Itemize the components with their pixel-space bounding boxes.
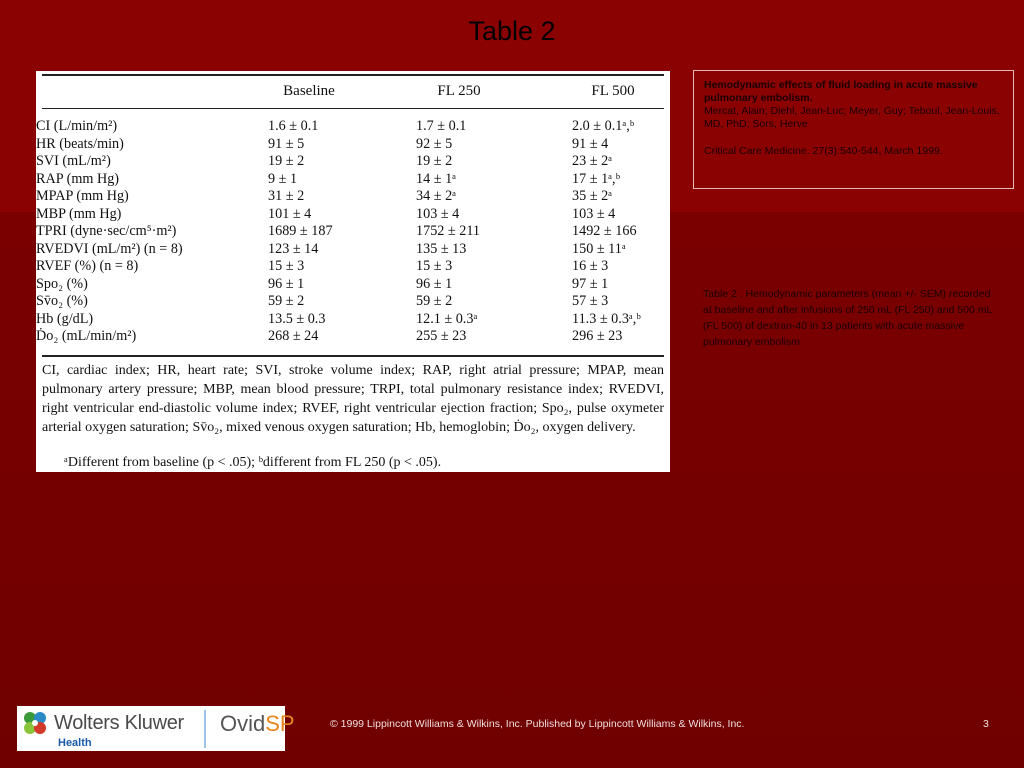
slide-title: Table 2 xyxy=(468,16,556,46)
row-label: Hb (g/dL) xyxy=(36,310,94,327)
table-figure xyxy=(36,71,670,472)
cell-fl500: 16 ± 3 xyxy=(572,258,609,274)
row-label: HR (beats/min) xyxy=(36,135,124,152)
article-authors: Mercat, Alain; Diehl, Jean-Luc; Meyer, Guy; Teboul, Jean-Louis, MD, PhD; Sors, Herve xyxy=(704,105,1000,130)
page-number: 3 xyxy=(983,718,989,730)
logo-divider xyxy=(204,710,206,748)
table-row xyxy=(36,293,670,310)
row-label: RVEF (%) (n = 8) xyxy=(36,258,139,274)
table-row xyxy=(36,118,670,135)
cell-fl250: 135 ± 13 xyxy=(416,240,467,257)
publisher-logo xyxy=(17,706,295,751)
row-label: Sv̄o₂ (%) xyxy=(36,293,88,309)
row-label: SVI (mL/m²) xyxy=(36,153,111,169)
table-row xyxy=(36,171,670,188)
table-header xyxy=(42,83,664,103)
cell-fl250: 14 ± 1ᵃ xyxy=(416,170,457,187)
cell-fl500: 1492 ± 166 xyxy=(572,223,637,239)
table-row xyxy=(36,188,670,205)
wolters-kluwer-logo-icon xyxy=(21,709,49,737)
cell-baseline: 9 ± 1 xyxy=(268,170,298,187)
cell-baseline: 13.5 ± 0.3 xyxy=(268,310,326,327)
cell-fl500: 91 ± 4 xyxy=(572,135,609,152)
cell-baseline: 59 ± 2 xyxy=(268,293,305,309)
product-name-suffix: SP xyxy=(265,711,295,736)
row-label: RVEDVI (mL/m²) (n = 8) xyxy=(36,240,183,257)
cell-fl500: 103 ± 4 xyxy=(572,205,616,222)
cell-baseline: 101 ± 4 xyxy=(268,205,312,222)
cell-baseline: 96 ± 1 xyxy=(268,275,305,292)
product-name xyxy=(220,711,295,737)
cell-fl250: 34 ± 2ᵃ xyxy=(416,188,457,204)
brand-name: Wolters Kluwer xyxy=(54,712,184,734)
cell-fl500: 296 ± 23 xyxy=(572,328,623,344)
cell-baseline: 31 ± 2 xyxy=(268,188,305,204)
cell-baseline: 123 ± 14 xyxy=(268,240,319,257)
cell-baseline: 1.6 ± 0.1 xyxy=(268,118,319,134)
cell-fl250: 15 ± 3 xyxy=(416,258,453,274)
article-title: Hemodynamic effects of fluid loading in acute massive pulmonary embolism. xyxy=(704,79,978,104)
cell-fl250: 103 ± 4 xyxy=(416,205,460,222)
cell-fl250: 96 ± 1 xyxy=(416,275,453,292)
cell-fl250: 255 ± 23 xyxy=(416,328,467,344)
table-caption: Table 2 . Hemodynamic parameters (mean +/- SEM) recorded at baseline and after infusions of 250 mL (FL 250) and 500 mL (FL 500) of dextran-40 in 13 patients with acute massive pulmonary embolism xyxy=(703,288,992,348)
row-label: MBP (mm Hg) xyxy=(36,205,122,222)
cell-fl500: 11.3 ± 0.3ᵃ,ᵇ xyxy=(572,310,641,327)
table-row xyxy=(36,136,670,153)
cell-fl500: 97 ± 1 xyxy=(572,275,609,292)
cell-fl250: 59 ± 2 xyxy=(416,293,453,309)
table-row xyxy=(36,258,670,275)
row-label: Spo₂ (%) xyxy=(36,275,88,292)
cell-baseline: 15 ± 3 xyxy=(268,258,305,274)
row-label: MPAP (mm Hg) xyxy=(36,188,129,204)
copyright-notice: © 1999 Lippincott Williams & Wilkins, Inc. Published by Lippincott Williams & Wilkins, Inc. xyxy=(330,718,745,730)
article-journal: Critical Care Medicine. 27(3):540-544, March 1999. xyxy=(704,145,943,157)
cell-fl250: 92 ± 5 xyxy=(416,135,453,152)
cell-fl500: 150 ± 11ᵃ xyxy=(572,240,626,257)
brand-division: Health xyxy=(58,737,92,749)
row-label: Ḋo₂ (mL/min/m²) xyxy=(36,328,137,344)
table-row xyxy=(36,241,670,258)
table-significance-note: ᵃDifferent from baseline (p < .05); ᵇdifferent from FL 250 (p < .05). xyxy=(64,455,442,470)
row-label: RAP (mm Hg) xyxy=(36,170,120,187)
cell-baseline: 1689 ± 187 xyxy=(268,223,333,239)
table-row xyxy=(36,276,670,293)
table-row xyxy=(36,311,670,328)
table-header-rule xyxy=(42,108,664,109)
cell-fl500: 2.0 ± 0.1ᵃ,ᵇ xyxy=(572,118,635,134)
cell-fl250: 19 ± 2 xyxy=(416,153,453,169)
cell-fl250: 12.1 ± 0.3ᵃ xyxy=(416,310,478,327)
cell-fl250: 1752 ± 211 xyxy=(416,223,481,239)
table-top-rule xyxy=(42,74,664,76)
article-info-box xyxy=(693,70,1014,189)
table-row xyxy=(36,328,670,345)
row-label: TPRI (dyne·sec/cm⁵·m²) xyxy=(36,223,177,239)
row-label: CI (L/min/m²) xyxy=(36,118,118,134)
column-header-fl500: FL 500 xyxy=(591,83,635,99)
table-row xyxy=(36,223,670,240)
cell-fl500: 23 ± 2ᵃ xyxy=(572,153,613,169)
cell-baseline: 19 ± 2 xyxy=(268,153,305,169)
cell-baseline: 268 ± 24 xyxy=(268,328,319,344)
column-header-fl250: FL 250 xyxy=(437,83,481,99)
cell-baseline: 91 ± 5 xyxy=(268,135,305,152)
cell-fl500: 17 ± 1ᵃ,ᵇ xyxy=(572,170,620,187)
table-row xyxy=(36,206,670,223)
cell-fl500: 57 ± 3 xyxy=(572,293,609,309)
cell-fl250: 1.7 ± 0.1 xyxy=(416,118,467,134)
table-bottom-rule xyxy=(42,355,664,357)
column-header-baseline: Baseline xyxy=(283,83,335,99)
table-row xyxy=(36,153,670,170)
product-name-main: Ovid xyxy=(220,711,266,736)
cell-fl500: 35 ± 2ᵃ xyxy=(572,188,613,204)
table-abbreviations: CI, cardiac index; HR, heart rate; SVI, stroke volume index; RAP, right atrial pressure; MPAP, mean pulmonary artery pressure; MBP, mean blood pressure; TRPI, total pulmonary resistance index; RVEDVI, right ventricular end-diastolic volume index; RVEF, right ventricular ejection fraction; Spo₂, pulse oxymeter arterial oxygen saturation; Sv̄o₂, mixed venous oxygen saturation; Hb, hemoglobin; Ḋo₂, oxygen delivery. xyxy=(42,363,664,435)
